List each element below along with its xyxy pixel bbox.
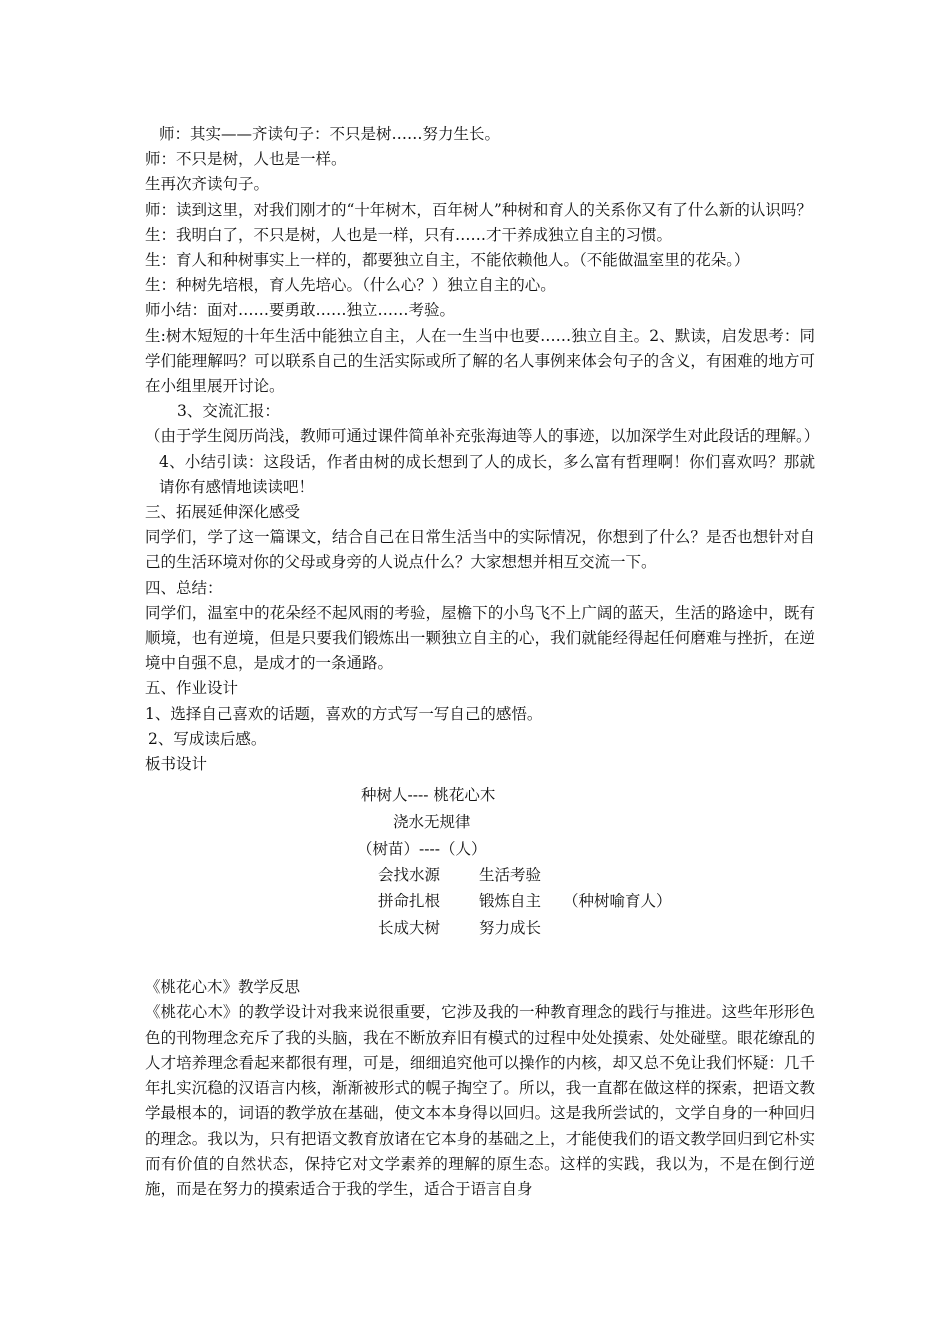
dialogue-line: 生再次齐读句子。 (145, 175, 270, 194)
reflection-body: 《桃花心木》的教学设计对我来说很重要，它涉及我的一种教育理念的践行与推进。这些年形形色色的刊物理念充斥了我的头脑，我在不断放弃旧有模式的过程中处处摸索、处处碰壁。眼花缭乱的人才培养理念看起来都很有理，可是，细细追究他可以操作的内核，却又总不免让我们怀疑：几千年扎实沉稳的汉语言内核，渐渐被形式的幌子掏空了。所以，我一直都在做这样的探索，把语文教学最根本的，词语的教学放在基础，使文本本身得以回归。这是我所尝试的，文学自身的一种回归的理念。我以为，只有把语文教育放诸在它本身的基础之上，才能使我们的语文教学回归到它朴实而有价值的自然状态，保持它对文学素养的理解的原生态。这样的实践，我以为，不是在倒行逆施，而是在努力的摸索适合于我的学生，适合于语言自身 (145, 1003, 815, 1198)
section-heading: 三、拓展延伸深化感受 (145, 503, 301, 522)
section-paragraph: 同学们，温室中的花朵经不起风雨的考验，屋檐下的小鸟飞不上广阔的蓝天，生活的路途中，既有顺境，也有逆境，但是只要我们锻炼出一颗独立自主的心，我们就能经得起任何磨难与挫折，在逆境中自强不息，是成才的一条通路。 (145, 603, 815, 673)
dialogue-paragraph: 生:树木短短的十年生活中能独立自主，人在一生当中也要……独立自主。2、默读，启发思考：同学们能理解吗？可以联系自己的生活实际或所了解的名人事例来体会句子的含义，有困难的地方可在小组里展开讨论。 (145, 326, 815, 396)
dialogue-line: 生：育人和种树事实上一样的，都要独立自主，不能依赖他人。（不能做温室里的花朵。） (145, 251, 750, 270)
dialogue-line: 师小结：面对……要勇敢……独立……考验。 (145, 301, 456, 320)
board-right-item: 努力成长 (479, 919, 542, 938)
board-left-item: 会找水源 (378, 866, 441, 885)
section-heading: 四、总结： (145, 578, 223, 597)
board-subtitle: 浇水无规律 (393, 813, 471, 832)
board-right-item: 锻炼自主 (479, 892, 542, 911)
board-title: 种树人---- 桃花心木 (361, 786, 496, 805)
board-left-item: 拼命扎根 (378, 892, 441, 911)
reflection-section (145, 975, 815, 1202)
section-paragraph: 同学们，学了这一篇课文，结合自己在日常生活当中的实际情况，你想到了什么？是否也想针对自己的生活环境对你的父母或身旁的人说点什么？大家想想并相互交流一下。 (145, 528, 815, 572)
board-design-heading: 板书设计 (145, 755, 208, 774)
board-right-item: 生活考验 (479, 866, 542, 885)
blackboard-design (145, 783, 815, 949)
dialogue-line: 师：其实——齐读句子：不只是树……努力生长。 (159, 125, 501, 143)
board-left-item: 长成大树 (378, 919, 441, 938)
document-body (145, 122, 820, 1202)
dialogue-line: 师：不只是树，人也是一样。 (145, 150, 347, 169)
dialogue-line: 生：种树先培根，育人先培心。（什么心？）独立自主的心。 (145, 276, 556, 295)
board-note: （种树喻育人） (563, 892, 672, 911)
reflection-title: 《桃花心木》教学反思 (145, 978, 301, 997)
step-heading: 3、交流汇报： (177, 402, 280, 421)
dialogue-line: 生：我明白了，不只是树，人也是一样，只有……才干养成独立自主的习惯。 (145, 225, 673, 244)
note-paragraph: （由于学生阅历尚浅，教师可通过课件简单补充张海迪等人的事迹，以加深学生对此段话的理解。） (145, 427, 820, 446)
dialogue-line: 师：读到这里，对我们刚才的“十年树木，百年树人”种树和育人的关系你又有了什么新的认识吗？ (145, 200, 812, 219)
homework-item: 2、写成读后感。 (148, 729, 267, 748)
board-pair: （树苗）----（人） (357, 840, 487, 859)
section-heading: 五、作业设计 (145, 679, 239, 698)
homework-item: 1、选择自己喜欢的话题，喜欢的方式写一写自己的感悟。 (145, 704, 543, 723)
step-paragraph: 4、小结引读：这段话，作者由树的成长想到了人的成长，多么富有哲理啊！你们喜欢吗？那就请你有感情地读读吧！ (159, 452, 815, 496)
